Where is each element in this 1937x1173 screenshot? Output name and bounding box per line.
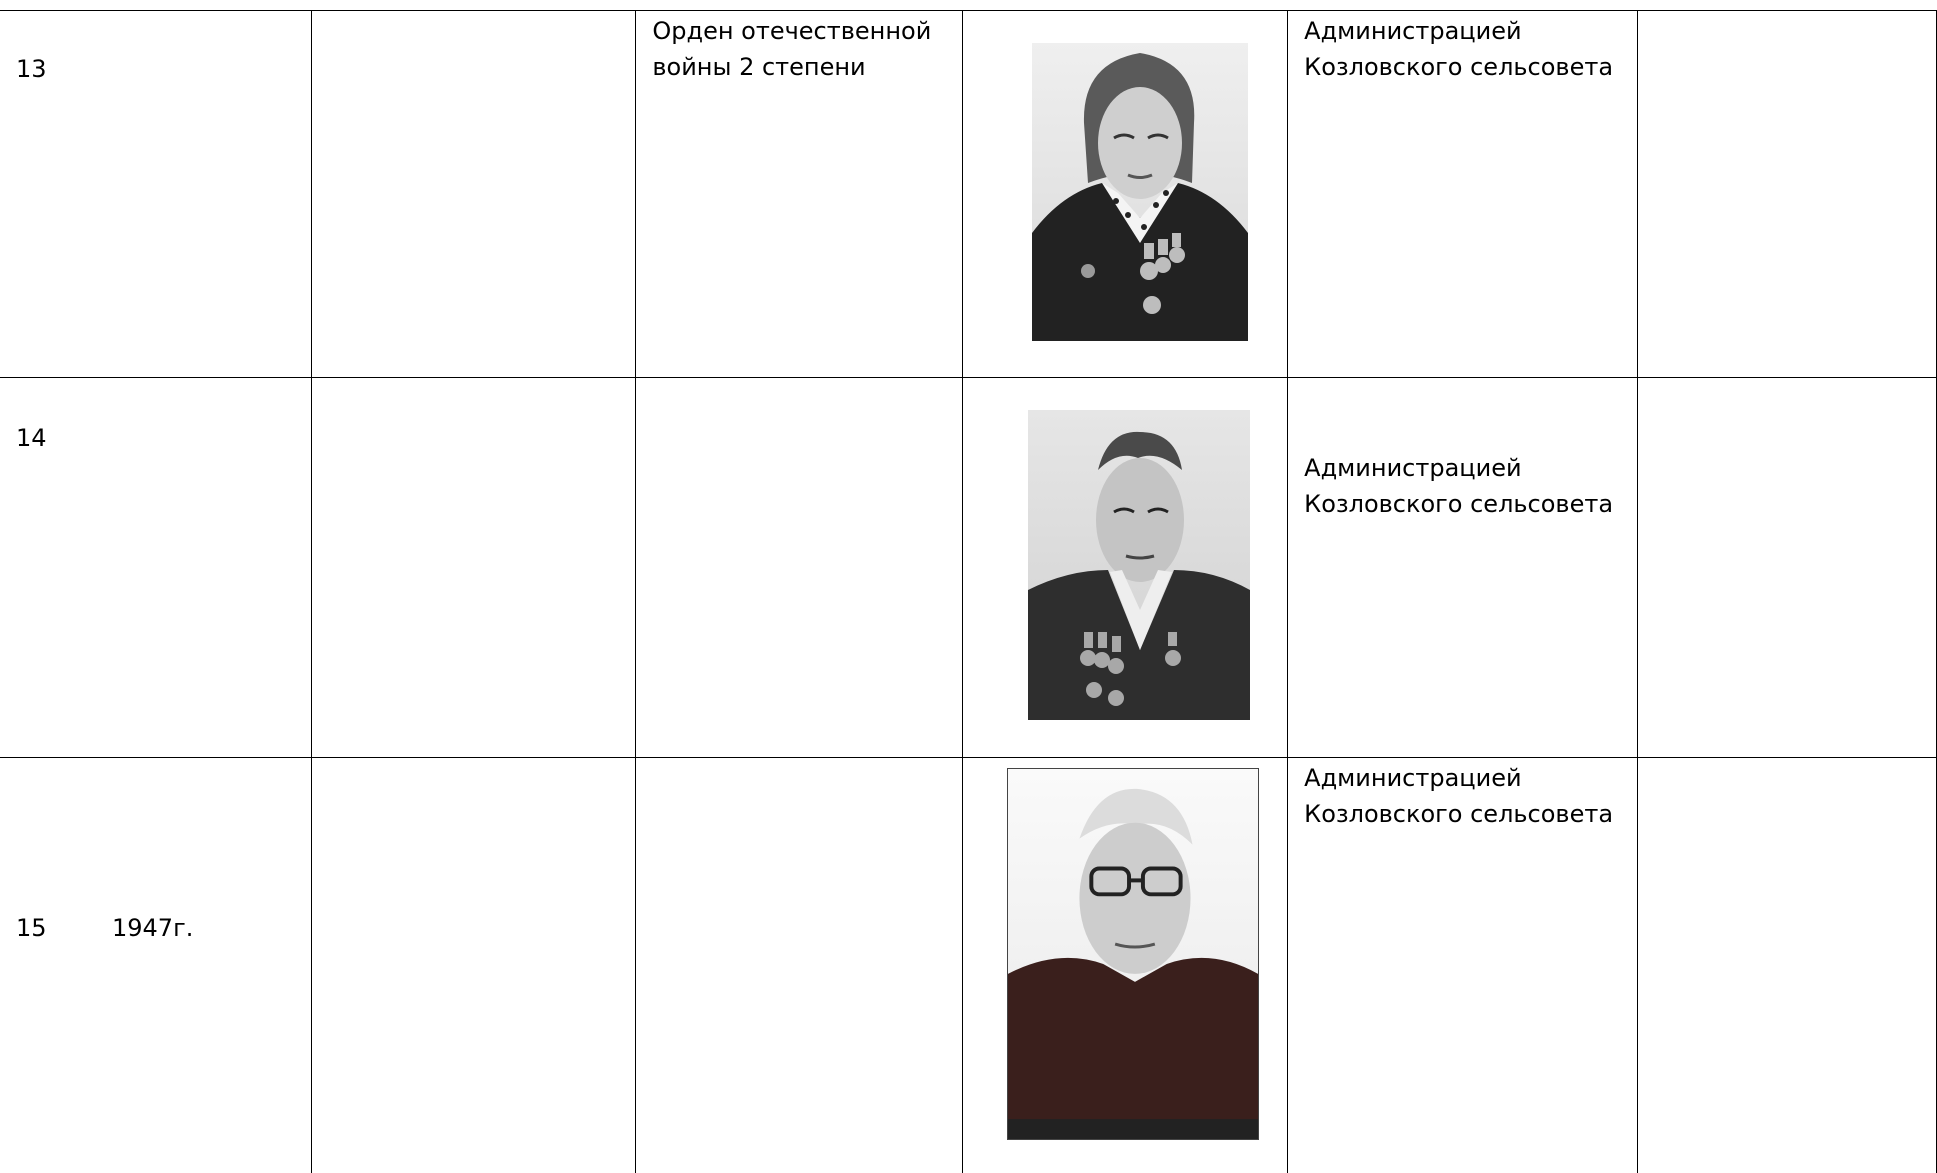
name-cell	[311, 378, 635, 758]
name-cell	[311, 758, 635, 1173]
portrait-elderly-man-with-glasses-icon	[1007, 768, 1259, 1140]
portrait-elderly-woman-with-medals-icon	[1032, 43, 1248, 341]
row-number: 15	[16, 914, 47, 942]
registrar-cell	[1288, 378, 1638, 758]
table-row	[0, 378, 1937, 758]
registrar-text: Администрацией Козловского сельсовета	[1304, 454, 1614, 518]
notes-cell	[1638, 758, 1937, 1173]
notes-cell	[1638, 11, 1937, 378]
year-text: 1947г.	[112, 914, 194, 942]
number-cell	[0, 378, 311, 758]
number-cell	[0, 11, 311, 378]
portrait-elderly-man-with-medals-icon	[1028, 410, 1250, 720]
award-cell	[636, 758, 962, 1173]
registrar-cell	[1288, 11, 1638, 378]
row-number: 13	[16, 55, 47, 83]
photo-cell	[962, 378, 1287, 758]
number-cell	[0, 758, 311, 1173]
registrar-text: Администрацией Козловского сельсовета	[1304, 17, 1614, 81]
award-text: Орден отечественной войны 2 степени	[652, 17, 932, 81]
photo-cell	[962, 11, 1287, 378]
registrar-text: Администрацией Козловского сельсовета	[1304, 764, 1614, 828]
row-number: 14	[16, 424, 47, 452]
award-cell	[636, 11, 962, 378]
name-cell	[311, 11, 635, 378]
photo-cell	[962, 758, 1287, 1173]
registrar-cell	[1288, 758, 1638, 1173]
award-cell	[636, 378, 962, 758]
table-row	[0, 758, 1937, 1173]
notes-cell	[1638, 378, 1937, 758]
table-row	[0, 11, 1937, 378]
veterans-table	[0, 10, 1937, 1173]
